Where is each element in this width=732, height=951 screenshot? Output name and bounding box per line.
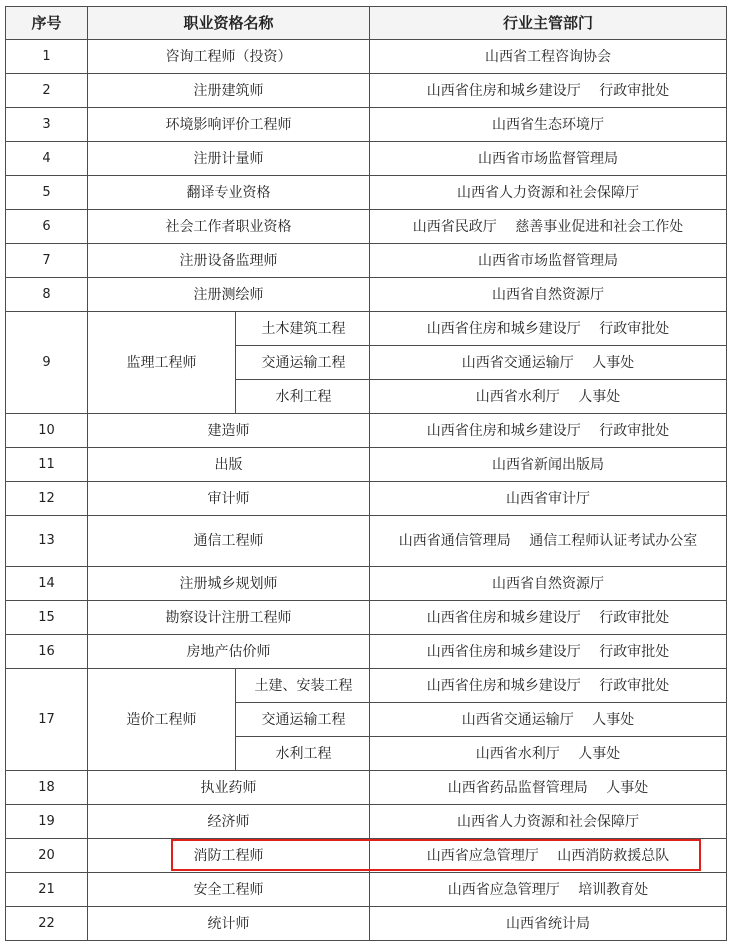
- header-department: 行业主管部门: [370, 7, 727, 40]
- qualification-name: 注册建筑师: [88, 74, 370, 108]
- table-row: [6, 873, 727, 907]
- row-number: 9: [6, 312, 88, 414]
- table-row: [6, 482, 727, 516]
- row-number: 1: [6, 40, 88, 74]
- table-row: [6, 312, 727, 346]
- row-number: 18: [6, 771, 88, 805]
- qualification-subcategory: 水利工程: [236, 737, 370, 771]
- qualification-name: 建造师: [88, 414, 370, 448]
- table-row: [6, 635, 727, 669]
- qualification-name: 安全工程师: [88, 873, 370, 907]
- row-number: 19: [6, 805, 88, 839]
- qualification-table: [5, 6, 727, 941]
- row-number: 4: [6, 142, 88, 176]
- header-qualification-name: 职业资格名称: [88, 7, 370, 40]
- table-row: [6, 278, 727, 312]
- department: 山西省水利厅 人事处: [370, 737, 727, 771]
- qualification-name: 注册设备监理师: [88, 244, 370, 278]
- table-row: [6, 448, 727, 482]
- qualification-name: 监理工程师: [88, 312, 236, 414]
- department: 山西省通信管理局 通信工程师认证考试办公室: [370, 516, 727, 567]
- row-number: 20: [6, 839, 88, 873]
- department: 山西省住房和城乡建设厅 行政审批处: [370, 74, 727, 108]
- table-row: [6, 601, 727, 635]
- row-number: 15: [6, 601, 88, 635]
- qualification-name: 经济师: [88, 805, 370, 839]
- table-row: [6, 567, 727, 601]
- qualification-name: 环境影响评价工程师: [88, 108, 370, 142]
- department: 山西省民政厅 慈善事业促进和社会工作处: [370, 210, 727, 244]
- table-row: [6, 907, 727, 941]
- row-number: 17: [6, 669, 88, 771]
- department: 山西省住房和城乡建设厅 行政审批处: [370, 312, 727, 346]
- row-number: 2: [6, 74, 88, 108]
- qualification-name: 出版: [88, 448, 370, 482]
- table-row: [6, 669, 727, 703]
- row-number: 16: [6, 635, 88, 669]
- qualification-name: 消防工程师: [88, 839, 370, 873]
- qualification-name: 审计师: [88, 482, 370, 516]
- qualification-name: 造价工程师: [88, 669, 236, 771]
- row-number: 8: [6, 278, 88, 312]
- department: 山西省住房和城乡建设厅 行政审批处: [370, 669, 727, 703]
- department: 山西省水利厅 人事处: [370, 380, 727, 414]
- qualification-subcategory: 交通运输工程: [236, 346, 370, 380]
- qualification-subcategory: 土建、安装工程: [236, 669, 370, 703]
- department: 山西省自然资源厅: [370, 567, 727, 601]
- department: 山西省交通运输厅 人事处: [370, 703, 727, 737]
- department: 山西省自然资源厅: [370, 278, 727, 312]
- qualification-name: 注册计量师: [88, 142, 370, 176]
- qualification-subcategory: 交通运输工程: [236, 703, 370, 737]
- department: 山西省住房和城乡建设厅 行政审批处: [370, 601, 727, 635]
- department: 山西省交通运输厅 人事处: [370, 346, 727, 380]
- department: 山西省应急管理厅 培训教育处: [370, 873, 727, 907]
- department: 山西省新闻出版局: [370, 448, 727, 482]
- qualification-name: 社会工作者职业资格: [88, 210, 370, 244]
- table-row: [6, 805, 727, 839]
- qualification-name: 房地产估价师: [88, 635, 370, 669]
- table-row: [6, 771, 727, 805]
- qualification-name: 注册城乡规划师: [88, 567, 370, 601]
- row-number: 7: [6, 244, 88, 278]
- department: 山西省工程咨询协会: [370, 40, 727, 74]
- row-number: 3: [6, 108, 88, 142]
- qualification-subcategory: 土木建筑工程: [236, 312, 370, 346]
- department: 山西省人力资源和社会保障厅: [370, 805, 727, 839]
- row-number: 11: [6, 448, 88, 482]
- qualification-name: 翻译专业资格: [88, 176, 370, 210]
- qualification-name: 执业药师: [88, 771, 370, 805]
- department: 山西省应急管理厅 山西消防救援总队: [370, 839, 727, 873]
- department: 山西省药品监督管理局 人事处: [370, 771, 727, 805]
- qualification-name: 注册测绘师: [88, 278, 370, 312]
- qualification-name: 统计师: [88, 907, 370, 941]
- department: 山西省市场监督管理局: [370, 244, 727, 278]
- table-row: [6, 108, 727, 142]
- qualification-subcategory: 水利工程: [236, 380, 370, 414]
- qualification-name: 勘察设计注册工程师: [88, 601, 370, 635]
- table-header-row: [6, 7, 727, 40]
- department: 山西省市场监督管理局: [370, 142, 727, 176]
- department: 山西省生态环境厅: [370, 108, 727, 142]
- row-number: 13: [6, 516, 88, 567]
- table-row: [6, 414, 727, 448]
- table-row: [6, 210, 727, 244]
- row-number: 21: [6, 873, 88, 907]
- row-number: 14: [6, 567, 88, 601]
- row-number: 6: [6, 210, 88, 244]
- department: 山西省人力资源和社会保障厅: [370, 176, 727, 210]
- table-row-highlighted: [6, 839, 727, 873]
- qualification-name: 咨询工程师（投资）: [88, 40, 370, 74]
- row-number: 10: [6, 414, 88, 448]
- department: 山西省统计局: [370, 907, 727, 941]
- row-number: 22: [6, 907, 88, 941]
- table-row: [6, 74, 727, 108]
- table-row: [6, 40, 727, 74]
- table-row: [6, 244, 727, 278]
- table-row: [6, 516, 727, 567]
- department: 山西省住房和城乡建设厅 行政审批处: [370, 635, 727, 669]
- qualification-name: 通信工程师: [88, 516, 370, 567]
- department: 山西省审计厅: [370, 482, 727, 516]
- header-serial-number: 序号: [6, 7, 88, 40]
- row-number: 12: [6, 482, 88, 516]
- row-number: 5: [6, 176, 88, 210]
- table-row: [6, 142, 727, 176]
- department: 山西省住房和城乡建设厅 行政审批处: [370, 414, 727, 448]
- table-row: [6, 176, 727, 210]
